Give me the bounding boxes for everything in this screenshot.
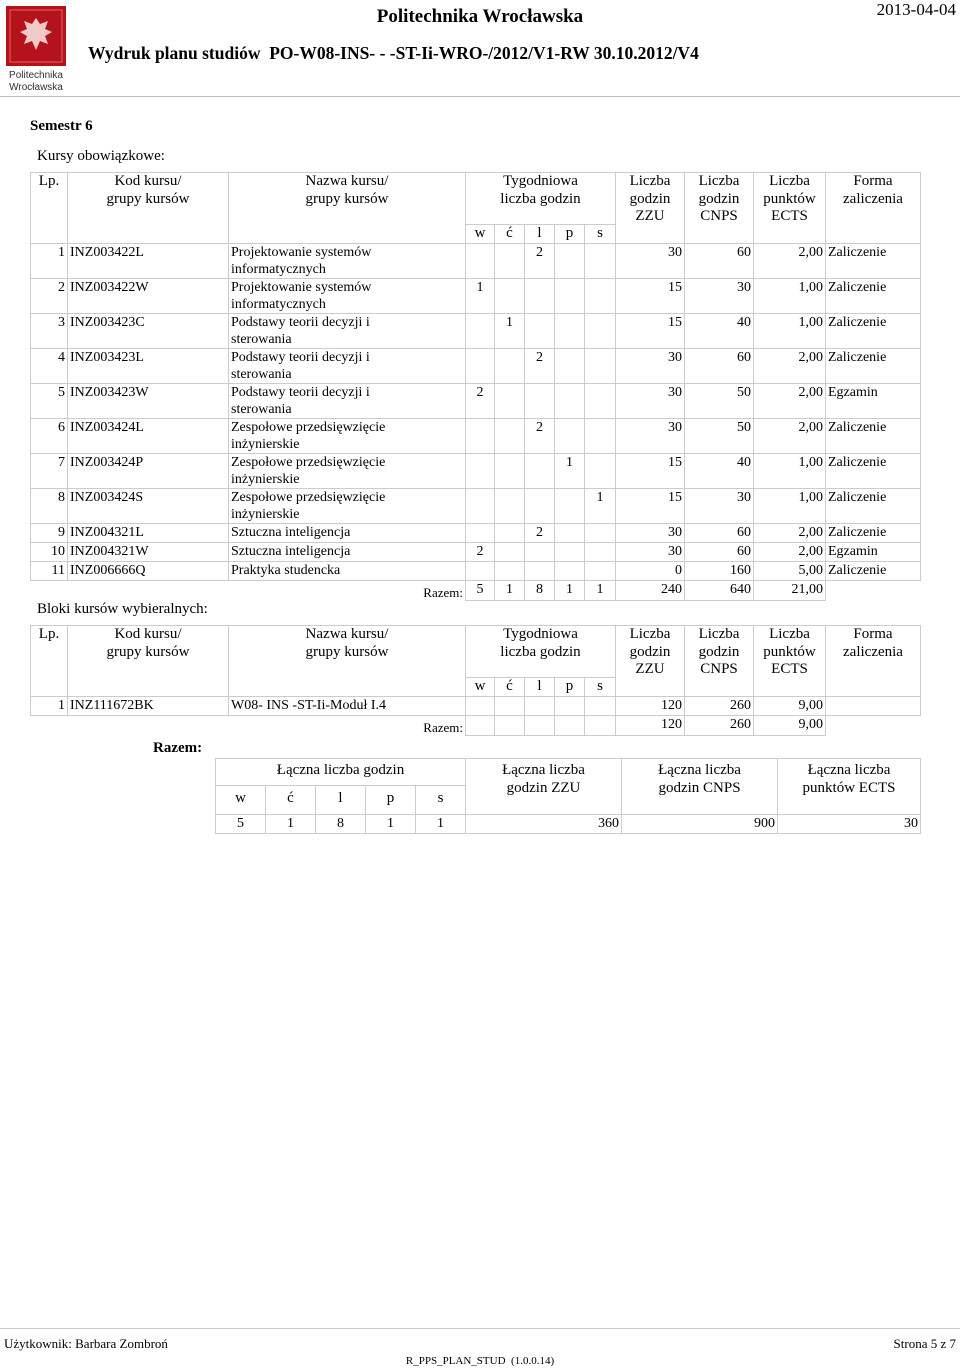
summary-value-cnps: 900 <box>622 815 778 834</box>
weekly-hours-l: 2 <box>525 348 555 383</box>
weekly-hours-w <box>466 523 495 542</box>
course-name: Podstawy teorii decyzji i sterowania <box>229 313 466 348</box>
footer-page-number: Strona 5 z 7 <box>893 1336 956 1351</box>
header-form: Forma zaliczenia <box>826 626 921 697</box>
total-weekly-c: 1 <box>495 580 525 601</box>
course-code: INZ003424S <box>68 488 229 523</box>
course-name: Sztuczna inteligencja <box>229 523 466 542</box>
weekly-hours-p <box>555 243 585 278</box>
summary-value-w: 5 <box>216 815 266 834</box>
course-code: INZ003424P <box>68 453 229 488</box>
weekly-hours-s <box>585 561 616 580</box>
weekly-hours-p <box>555 383 585 418</box>
weekly-hours-c <box>495 348 525 383</box>
course-name: Zespołowe przedsięwzięcie inżynierskie <box>229 488 466 523</box>
total-form-empty <box>826 580 921 601</box>
course-code: INZ006666Q <box>68 561 229 580</box>
weekly-hours-l <box>525 696 555 715</box>
footer-divider <box>0 1328 960 1329</box>
summary-value-c: 1 <box>266 815 316 834</box>
course-name: W08- INS -ST-Ii-Moduł I.4 <box>229 696 466 715</box>
summary-table <box>215 758 921 834</box>
svg-text:Wrocławska: Wrocławska <box>9 82 63 93</box>
weekly-hours-w <box>466 313 495 348</box>
course-zzu: 0 <box>616 561 685 580</box>
course-cnps: 60 <box>685 348 754 383</box>
weekly-hours-c <box>495 383 525 418</box>
summary-letter-p: p <box>366 786 416 815</box>
weekly-hours-l <box>525 488 555 523</box>
header-letter-w: w <box>466 678 495 697</box>
header-course-name: Nazwa kursu/ grupy kursów <box>229 173 466 244</box>
weekly-hours-p <box>555 418 585 453</box>
weekly-hours-l: 2 <box>525 523 555 542</box>
course-code: INZ003424L <box>68 418 229 453</box>
course-zzu: 15 <box>616 453 685 488</box>
course-lp: 7 <box>31 453 68 488</box>
weekly-hours-w <box>466 488 495 523</box>
course-name: Podstawy teorii decyzji i sterowania <box>229 348 466 383</box>
weekly-hours-w: 2 <box>466 383 495 418</box>
course-form: Zaliczenie <box>826 348 921 383</box>
course-code: INZ004321W <box>68 542 229 561</box>
weekly-hours-c <box>495 523 525 542</box>
course-form: Zaliczenie <box>826 418 921 453</box>
header-course-code: Kod kursu/ grupy kursów <box>68 626 229 697</box>
course-lp: 4 <box>31 348 68 383</box>
course-ects: 2,00 <box>754 243 826 278</box>
weekly-hours-w <box>466 348 495 383</box>
weekly-hours-w <box>466 696 495 715</box>
header-cnps: Liczba godzin CNPS <box>685 173 754 244</box>
total-ects: 9,00 <box>754 715 826 736</box>
weekly-hours-s <box>585 418 616 453</box>
course-code: INZ003422L <box>68 243 229 278</box>
table-row <box>31 453 921 488</box>
table-row <box>31 313 921 348</box>
total-weekly-w: 5 <box>466 580 495 601</box>
weekly-hours-p <box>555 488 585 523</box>
course-cnps: 160 <box>685 561 754 580</box>
course-code: INZ111672BK <box>68 696 229 715</box>
summary-letter-w: w <box>216 786 266 815</box>
course-ects: 9,00 <box>754 696 826 715</box>
header-lp: Lp. <box>31 173 68 244</box>
summary-label: Razem: <box>153 740 203 756</box>
course-ects: 1,00 <box>754 453 826 488</box>
header-zzu: Liczba godzin ZZU <box>616 173 685 244</box>
course-cnps: 260 <box>685 696 754 715</box>
course-name: Zespołowe przedsięwzięcie inżynierskie <box>229 453 466 488</box>
course-name: Podstawy teorii decyzji i sterowania <box>229 383 466 418</box>
total-cnps: 260 <box>685 715 754 736</box>
course-form: Egzamin <box>826 383 921 418</box>
summary-letter-c: ć <box>266 786 316 815</box>
elective-blocks-label: Bloki kursów wybieralnych: <box>37 601 208 617</box>
weekly-hours-s: 1 <box>585 488 616 523</box>
header-zzu: Liczba godzin ZZU <box>616 626 685 697</box>
course-zzu: 30 <box>616 418 685 453</box>
footer-user: Użytkownik: Barbara Zombroń <box>4 1336 168 1351</box>
weekly-hours-s <box>585 523 616 542</box>
total-weekly-w <box>466 715 495 736</box>
table-row <box>31 561 921 580</box>
header-form: Forma zaliczenia <box>826 173 921 244</box>
weekly-hours-w <box>466 453 495 488</box>
weekly-hours-s <box>585 542 616 561</box>
weekly-hours-p: 1 <box>555 453 585 488</box>
course-lp: 1 <box>31 243 68 278</box>
course-cnps: 60 <box>685 542 754 561</box>
summary-value-s: 1 <box>416 815 466 834</box>
course-code: INZ003422W <box>68 278 229 313</box>
course-name: Zespołowe przedsięwzięcie inżynierskie <box>229 418 466 453</box>
summary-value-ects: 30 <box>778 815 921 834</box>
total-cnps: 640 <box>685 580 754 601</box>
course-lp: 5 <box>31 383 68 418</box>
course-cnps: 30 <box>685 278 754 313</box>
course-form: Zaliczenie <box>826 243 921 278</box>
table-row <box>31 418 921 453</box>
course-form: Zaliczenie <box>826 523 921 542</box>
course-name: Projektowanie systemów informatycznych <box>229 278 466 313</box>
print-date: 2013-04-04 <box>876 0 956 19</box>
total-zzu: 240 <box>616 580 685 601</box>
weekly-hours-l <box>525 383 555 418</box>
course-ects: 1,00 <box>754 313 826 348</box>
course-form <box>826 696 921 715</box>
course-zzu: 30 <box>616 243 685 278</box>
course-zzu: 30 <box>616 348 685 383</box>
course-ects: 2,00 <box>754 542 826 561</box>
summary-ects-header: Łączna liczba punktów ECTS <box>778 759 921 815</box>
header-letter-p: p <box>555 225 585 244</box>
weekly-hours-w <box>466 561 495 580</box>
course-ects: 1,00 <box>754 278 826 313</box>
course-zzu: 15 <box>616 488 685 523</box>
course-form: Zaliczenie <box>826 561 921 580</box>
weekly-hours-s <box>585 313 616 348</box>
weekly-hours-p <box>555 696 585 715</box>
weekly-hours-w: 1 <box>466 278 495 313</box>
weekly-hours-w <box>466 243 495 278</box>
header-ects: Liczba punktów ECTS <box>754 626 826 697</box>
total-weekly-p: 1 <box>555 580 585 601</box>
weekly-hours-p <box>555 523 585 542</box>
semester-title: Semestr 6 <box>30 118 93 134</box>
total-weekly-p <box>555 715 585 736</box>
weekly-hours-c <box>495 488 525 523</box>
course-cnps: 40 <box>685 453 754 488</box>
weekly-hours-l: 2 <box>525 243 555 278</box>
table-row <box>31 696 921 715</box>
total-zzu: 120 <box>616 715 685 736</box>
summary-letter-s: s <box>416 786 466 815</box>
weekly-hours-p <box>555 561 585 580</box>
weekly-hours-s <box>585 696 616 715</box>
weekly-hours-p <box>555 278 585 313</box>
course-cnps: 50 <box>685 418 754 453</box>
course-ects: 1,00 <box>754 488 826 523</box>
total-row <box>31 580 921 601</box>
header-letter-w: w <box>466 225 495 244</box>
course-code: INZ004321L <box>68 523 229 542</box>
header-letter-c: ć <box>495 678 525 697</box>
total-label: Razem: <box>423 584 463 600</box>
weekly-hours-l <box>525 278 555 313</box>
footer-report-id: R_PPS_PLAN_STUD (1.0.0.14) <box>405 1355 555 1367</box>
header-letter-s: s <box>585 678 616 697</box>
weekly-hours-s <box>585 348 616 383</box>
institution-name: Politechnika Wrocławska <box>376 6 584 27</box>
course-form: Zaliczenie <box>826 278 921 313</box>
weekly-hours-c <box>495 243 525 278</box>
weekly-hours-c <box>495 278 525 313</box>
weekly-hours-c <box>495 561 525 580</box>
summary-cnps-header: Łączna liczba godzin CNPS <box>622 759 778 815</box>
total-ects: 21,00 <box>754 580 826 601</box>
svg-text:Politechnika: Politechnika <box>9 70 63 81</box>
course-cnps: 40 <box>685 313 754 348</box>
summary-zzu-header: Łączna liczba godzin ZZU <box>466 759 622 815</box>
weekly-hours-p <box>555 348 585 383</box>
course-zzu: 15 <box>616 278 685 313</box>
table-row <box>31 243 921 278</box>
total-weekly-c <box>495 715 525 736</box>
course-form: Zaliczenie <box>826 453 921 488</box>
weekly-hours-p <box>555 542 585 561</box>
course-ects: 5,00 <box>754 561 826 580</box>
course-ects: 2,00 <box>754 418 826 453</box>
summary-value-p: 1 <box>366 815 416 834</box>
table-row <box>31 488 921 523</box>
course-lp: 2 <box>31 278 68 313</box>
header-weekly-hours: Tygodniowa liczba godzin <box>466 626 616 678</box>
weekly-hours-c <box>495 696 525 715</box>
course-ects: 2,00 <box>754 523 826 542</box>
course-lp: 8 <box>31 488 68 523</box>
weekly-hours-s <box>585 243 616 278</box>
weekly-hours-c: 1 <box>495 313 525 348</box>
total-weekly-s <box>585 715 616 736</box>
weekly-hours-l <box>525 542 555 561</box>
weekly-hours-w: 2 <box>466 542 495 561</box>
course-cnps: 30 <box>685 488 754 523</box>
summary-value-zzu: 360 <box>466 815 622 834</box>
course-zzu: 30 <box>616 542 685 561</box>
table-row <box>31 348 921 383</box>
header-cnps: Liczba godzin CNPS <box>685 626 754 697</box>
course-form: Zaliczenie <box>826 313 921 348</box>
total-weekly-l: 8 <box>525 580 555 601</box>
weekly-hours-l <box>525 313 555 348</box>
course-zzu: 15 <box>616 313 685 348</box>
course-zzu: 30 <box>616 383 685 418</box>
course-name: Projektowanie systemów informatycznych <box>229 243 466 278</box>
elective-blocks-table <box>30 625 921 736</box>
mandatory-courses-label: Kursy obowiązkowe: <box>37 148 165 164</box>
course-lp: 1 <box>31 696 68 715</box>
course-name: Praktyka studencka <box>229 561 466 580</box>
weekly-hours-w <box>466 418 495 453</box>
course-cnps: 60 <box>685 523 754 542</box>
header-letter-s: s <box>585 225 616 244</box>
table-row <box>31 278 921 313</box>
weekly-hours-l <box>525 561 555 580</box>
weekly-hours-c <box>495 542 525 561</box>
course-cnps: 50 <box>685 383 754 418</box>
course-code: INZ003423L <box>68 348 229 383</box>
weekly-hours-c <box>495 453 525 488</box>
weekly-hours-s <box>585 453 616 488</box>
course-lp: 3 <box>31 313 68 348</box>
mandatory-courses-table <box>30 172 921 601</box>
course-code: INZ003423W <box>68 383 229 418</box>
total-weekly-l <box>525 715 555 736</box>
course-zzu: 120 <box>616 696 685 715</box>
header-course-name: Nazwa kursu/ grupy kursów <box>229 626 466 697</box>
course-form: Zaliczenie <box>826 488 921 523</box>
header-letter-c: ć <box>495 225 525 244</box>
header-course-code: Kod kursu/ grupy kursów <box>68 173 229 244</box>
document-subtitle: Wydruk planu studiów PO-W08-INS- - -ST-Ii-WRO-/2012/V1-RW 30.10.2012/V4 <box>88 43 699 63</box>
weekly-hours-l <box>525 453 555 488</box>
course-name: Sztuczna inteligencja <box>229 542 466 561</box>
course-form: Egzamin <box>826 542 921 561</box>
course-code: INZ003423C <box>68 313 229 348</box>
summary-hours-header: Łączna liczba godzin <box>216 759 466 786</box>
table-row <box>31 523 921 542</box>
total-weekly-s: 1 <box>585 580 616 601</box>
weekly-hours-c <box>495 418 525 453</box>
header-letter-l: l <box>525 678 555 697</box>
header-letter-l: l <box>525 225 555 244</box>
table-row <box>31 383 921 418</box>
course-lp: 9 <box>31 523 68 542</box>
course-zzu: 30 <box>616 523 685 542</box>
course-ects: 2,00 <box>754 348 826 383</box>
course-cnps: 60 <box>685 243 754 278</box>
course-lp: 11 <box>31 561 68 580</box>
table-row <box>31 542 921 561</box>
summary-letter-l: l <box>316 786 366 815</box>
total-label: Razem: <box>423 719 463 735</box>
total-row <box>31 715 921 736</box>
total-form-empty <box>826 715 921 736</box>
summary-value-l: 8 <box>316 815 366 834</box>
header-weekly-hours: Tygodniowa liczba godzin <box>466 173 616 225</box>
course-lp: 10 <box>31 542 68 561</box>
weekly-hours-l: 2 <box>525 418 555 453</box>
header-lp: Lp. <box>31 626 68 697</box>
weekly-hours-p <box>555 313 585 348</box>
header-divider <box>0 96 960 97</box>
course-ects: 2,00 <box>754 383 826 418</box>
weekly-hours-s <box>585 383 616 418</box>
course-lp: 6 <box>31 418 68 453</box>
weekly-hours-s <box>585 278 616 313</box>
header-letter-p: p <box>555 678 585 697</box>
header-ects: Liczba punktów ECTS <box>754 173 826 244</box>
